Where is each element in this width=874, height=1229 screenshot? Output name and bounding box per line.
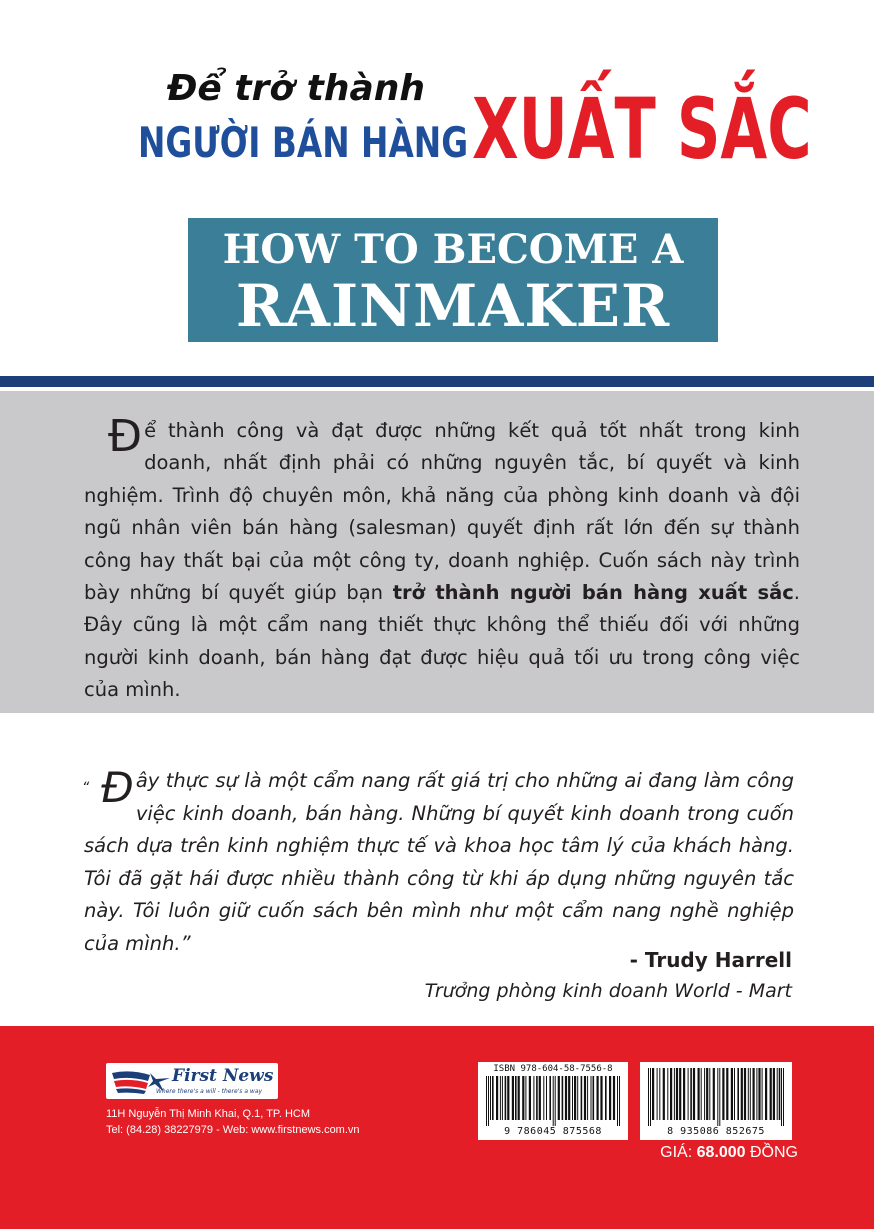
ean-barcode bbox=[640, 1062, 792, 1140]
isbn-barcode bbox=[478, 1062, 628, 1140]
publisher-logo bbox=[106, 1063, 278, 1099]
price-unit: ĐỒNG bbox=[745, 1144, 798, 1161]
testimonial-quote bbox=[84, 765, 794, 960]
title-line-1: Để trở thành bbox=[167, 68, 425, 109]
description-body-start: ể thành công và đạt được những kết quả tốt nhất trong kinh doanh, nhất định phải có những nguyên tắc, bí quyết và kinh nghiệm. Trình độ chuyên môn, khả năng của phòng kinh doanh và đội ngũ nhân viên bán hàng (salesman) quyết định rất lớn đến sự thành công hay thất bại của một công ty, doanh nghiệp. Cuốn sách này trình bày những bí quyết giúp bạn bbox=[84, 419, 800, 605]
publisher-logo-name: First News bbox=[172, 1066, 274, 1086]
isbn-digits: 9 786045 875568 bbox=[504, 1126, 602, 1137]
publisher-address: 11H Nguyễn Thị Minh Khai, Q.1, TP. HCM bbox=[106, 1108, 310, 1120]
ean-barcode-bars bbox=[648, 1068, 784, 1126]
isbn-label: ISBN 978-604-58-7556-8 bbox=[493, 1064, 613, 1074]
isbn-barcode-bars bbox=[486, 1076, 620, 1126]
description-text bbox=[84, 411, 800, 707]
quote-body: ây thực sự là một cẩm nang rất giá trị cho những ai đang làm công việc kinh doanh, bán hàng. Những bí quyết kinh doanh trong cuốn sách dựa trên kinh nghiệm thực tế và khoa học tâm lý của khách hàng. Tôi đã gặt hái được nhiều thành công từ khi áp dụng những nguyên tắc này. Tôi luôn giữ cuốn sách bên mình như một cẩm nang nghề nghiệp của mình.” bbox=[84, 769, 794, 955]
description-body-end: . Đây cũng là một cẩm nang thiết thực không thể thiếu đối với những người kinh doanh, bán hàng đạt được hiệu quả tối ưu trong công việc của mình. bbox=[84, 581, 800, 702]
price-value: 68.000 bbox=[696, 1144, 746, 1161]
ean-digits: 8 935086 852675 bbox=[667, 1126, 765, 1137]
quote-open-mark: “ bbox=[82, 780, 90, 796]
navy-stripe bbox=[0, 376, 874, 387]
description-dropcap: Đ bbox=[108, 411, 143, 462]
quote-dropcap-letter: Đ bbox=[101, 763, 134, 812]
description-emphasis: trở thành người bán hàng xuất sắc bbox=[392, 581, 794, 605]
title-highlight: XUẤT SẮC bbox=[472, 80, 812, 178]
english-title-line-2: RAINMAKER bbox=[235, 272, 671, 340]
english-title-line-1: HOW TO BECOME A bbox=[222, 226, 684, 273]
price-tag bbox=[600, 1144, 798, 1162]
price-label: GIÁ: bbox=[660, 1144, 697, 1161]
quote-dropcap bbox=[82, 763, 134, 812]
quote-author: - Trudy Harrell bbox=[629, 948, 792, 972]
title-line-2: NGƯỜI BÁN HÀNG bbox=[138, 118, 469, 167]
english-title-box bbox=[188, 218, 718, 342]
publisher-contact: Tel: (84.28) 38227979 - Web: www.firstnews.com.vn bbox=[106, 1124, 360, 1136]
quote-author-role: Trưởng phòng kinh doanh World - Mart bbox=[424, 980, 792, 1002]
publisher-logo-tagline: Where there's a will - there's a way bbox=[156, 1088, 263, 1095]
